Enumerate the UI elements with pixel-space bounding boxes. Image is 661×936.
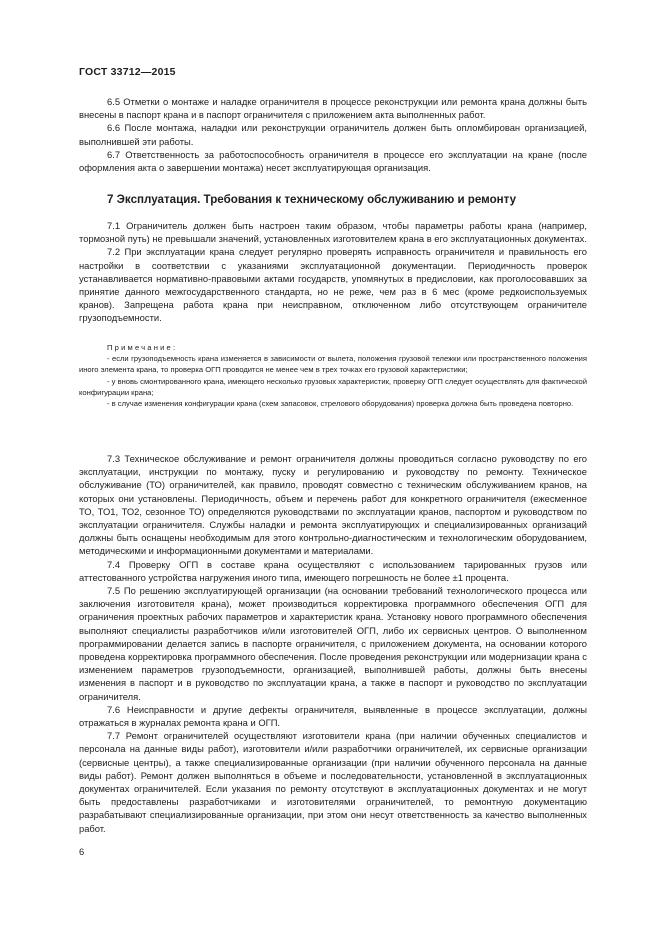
- paragraph-7-2: 7.2 При эксплуатации крана следует регулярно проверять исправность ограничителя и правильность его настройки в соответствии с указаниями эксплуатационной документации. Периодичность проверок устанавливается нормативно-правовыми актами государств, упомянутых в предисловии, как проголосовавших за принятие данного межгосударственного стандарта, но не реже, чем раз в 6 мес (кроме редкоиспользуемых кранов). Запрещена работа крана при неисправном, отключенном либо отсутствующем ограничителе грузоподъемности.: [79, 246, 587, 324]
- paragraph-7-6: 7.6 Неисправности и другие дефекты ограничителя, выявленные в процессе эксплуатации, должны отражаться в журналах ремонта крана и ОГП.: [79, 703, 587, 729]
- section7-heading-wrap: [79, 193, 587, 207]
- paragraph-7-7: 7.7 Ремонт ограничителей осуществляют изготовители крана (при наличии обученных специалистов и персонала на данные виды работ), изготовители и/или разработчики ограничителей, их сервисные организации (сервисные центры), а также специализированные организации (при наличии обученного персонала на данные виды работ). Ремонт должен выполняться в объеме и последовательности, установленной в эксплуатационных документах ограничителей. Если указания по ремонту отсутствуют в эксплуатационных документах и не могут быть предоставлены разработчиками и изготовителями ограничителей, то ремонтную документацию разрабатывают специализированные организации, при этом они несут ответственность за качество выполненных работ.: [79, 730, 587, 834]
- section7-intro-block: [79, 219, 587, 325]
- section6-block: [79, 95, 587, 174]
- note-item-2: - у вновь смонтированного крана, имеющего несколько грузовых характеристик, проверку ОГП следует осуществлять для фактической конфигурации крана;: [79, 376, 587, 397]
- paragraph-7-3: 7.3 Техническое обслуживание и ремонт ограничителя должны проводиться согласно руководству по его эксплуатации, инструкции по монтажу, пуску и регулированию и руководству по ремонту. Техническое обслуживание (ТО) ограничителей, как правило, проводят совместно с техническим обслуживанием кранов, на которых они установлены. Периодичность, объем и перечень работ для конкретного ограничителя (ежесменное ТО, ТО1, ТО2, сезонное ТО) определяются руководствами по эксплуатации кранов, паспортом и руководством по эксплуатации ограничителя. Службы наладки и ремонта эксплуатирующих и специализированных организаций должны быть оснащены необходимым для этого контрольно-диагностическим и технологическим оборудованием, методическими и информационными документами и материалами.: [79, 453, 587, 557]
- note-block: [79, 342, 587, 409]
- note-item-3: - в случае изменения конфигурации крана (схем запасовок, стрелового оборудования) проверка должна быть проведена повторно.: [107, 399, 574, 409]
- note-item-1: - если грузоподъемность крана изменяется в зависимости от вылета, положения грузовой тележки или пространственного положения иного элемента крана, то проверка ОГП проводится не менее чем в трех точках его грузовой характеристики;: [79, 354, 587, 375]
- paragraph-7-1: 7.1 Ограничитель должен быть настроен таким образом, чтобы параметры работы крана (например, тормозной путь) не превышали значений, установленных изготовителем крана в его эксплуатационных документах.: [79, 220, 587, 245]
- paragraph-7-5: 7.5 По решению эксплуатирующей организации (на основании требований технологического процесса или заключения изготовителя крана), может производиться корректировка программного обеспечения ОГП для ограничения проектных рабочих параметров и характеристик крана. Установку нового программного обеспечения выполняют специалисты разработчиков и/или изготовителей ОГП, либо их сервисных центров. О выполненном программировании делается запись в паспорте ограничителя, с приложением документа, на основании которого проведена корректировка программного обеспечения. После проведения реконструкции или модернизации крана с изменением параметров грузоподъемности, организацией, выполнившей работы, должны быть внесены изменения в паспорт и в руководство по эксплуатации крана, а также в паспорт и руководство по эксплуатации ограничителя.: [79, 585, 587, 702]
- section7-main-block: [79, 452, 587, 835]
- paragraph-6-6: 6.6 После монтажа, наладки или реконструкции ограничитель должен быть опломбирован организацией, выполнившей эти работы.: [79, 122, 587, 147]
- section-7-title: 7 Эксплуатация. Требования к техническому обслуживанию и ремонту: [107, 193, 517, 206]
- paragraph-6-7: 6.7 Ответственность за работоспособность ограничителя в процессе его эксплуатации на кране (после оформления акта о завершении монтажа) несет эксплуатирующая организация.: [79, 148, 587, 174]
- paragraph-7-4: 7.4 Проверку ОГП в составе крана осуществляют с использованием тарированных грузов или аттестованного устройства нагружения иного типа, имеющего погрешность не более ±1 процента.: [79, 558, 587, 583]
- paragraph-6-5: 6.5 Отметки о монтаже и наладке ограничителя в процессе реконструкции или ремонта крана должны быть внесены в паспорт крана и в паспорт ограничителя с приложением акта выполненных работ.: [79, 96, 587, 121]
- page-number: 6: [79, 846, 85, 857]
- note-title: Примечание:: [107, 343, 178, 352]
- standard-header: ГОСТ 33712—2015: [79, 66, 176, 78]
